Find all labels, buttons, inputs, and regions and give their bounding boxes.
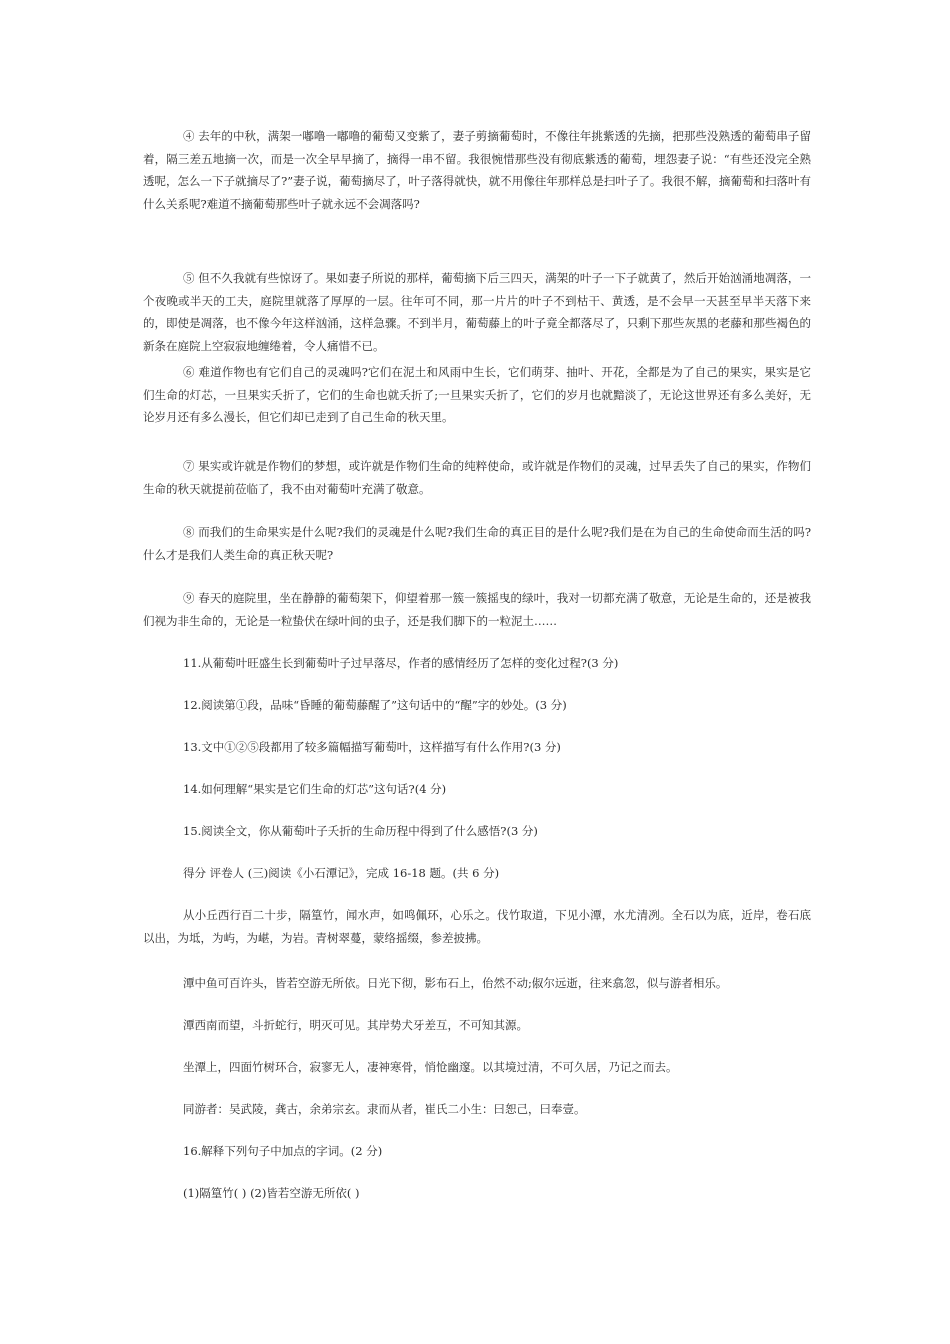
- question-16: 16.解释下列句子中加点的字词。(2 分): [183, 1144, 383, 1158]
- question-12: 12.阅读第①段，品味“昏睡的葡萄藤醒了”这句话中的“醒”字的妙处。(3 分): [183, 698, 567, 712]
- question-16-items: (1)隔篁竹( ) (2)皆若空游无所依( ): [183, 1186, 360, 1200]
- paragraph-4: ④ 去年的中秋，满架一嘟噜一嘟噜的葡萄又变紫了，妻子剪摘葡萄时，不像往年挑紫透的先摘，把那些没熟透的葡萄串子留着，隔三差五地摘一次，而是一次全早早摘了，摘得一串不留。我很惋惜那些没有彻底紫透的葡萄，埋怨妻子说：“有些还没完全熟透呢，怎么一下子就摘尽了?”妻子说，葡萄摘尽了，叶子落得就快，就不用像往年那样总是扫叶子了。我很不解，摘葡萄和扫落叶有什么关系呢?难道不摘葡萄那些叶子就永远不会凋落吗?: [143, 129, 811, 211]
- paragraph-6: ⑥ 难道作物也有它们自己的灵魂吗?它们在泥土和风雨中生长，它们萌芽、抽叶、开花，全都是为了自己的果实，果实是它们生命的灯芯，一旦果实夭折了，它们的生命也就夭折了;一旦果实夭折了，它们的岁月也就黯淡了，无论这世界还有多么美好，无论岁月还有多么漫长，但它们却已走到了自己生命的秋天里。: [143, 365, 811, 424]
- classical-paragraph-1: 从小丘西行百二十步，隔篁竹，闻水声，如鸣佩环，心乐之。伐竹取道，下见小潭，水尤清冽。全石以为底，近岸，卷石底以出，为坻，为屿，为嵁，为岩。青树翠蔓，蒙络摇缀，参差披拂。: [143, 908, 811, 945]
- question-15: 15.阅读全文，你从葡萄叶子夭折的生命历程中得到了什么感悟?(3 分): [183, 824, 538, 838]
- section-heading: 得分 评卷人 (三)阅读《小石潭记》，完成 16-18 题。(共 6 分): [183, 866, 500, 880]
- classical-paragraph-2: 潭中鱼可百许头，皆若空游无所依。日光下彻，影布石上，佁然不动;俶尔远逝，往来翕忽，似与游者相乐。: [183, 976, 728, 990]
- paragraph-7: ⑦ 果实或许就是作物们的梦想，或许就是作物们生命的纯粹使命，或许就是作物们的灵魂，过早丢失了自己的果实，作物们生命的秋天就提前莅临了，我不由对葡萄叶充满了敬意。: [143, 459, 811, 496]
- classical-paragraph-4: 坐潭上，四面竹树环合，寂寥无人，凄神寒骨，悄怆幽邃。以其境过清，不可久居，乃记之而去。: [183, 1060, 678, 1074]
- question-13: 13.文中①②⑤段都用了较多篇幅描写葡萄叶，这样描写有什么作用?(3 分): [183, 740, 561, 754]
- paragraph-9: ⑨ 春天的庭院里，坐在静静的葡萄架下，仰望着那一簇一簇摇曳的绿叶，我对一切都充满了敬意，无论是生命的，还是被我们视为非生命的，无论是一粒蛰伏在绿叶间的虫子，还是我们脚下的一粒泥土……: [143, 591, 811, 628]
- classical-paragraph-3: 潭西南而望，斗折蛇行，明灭可见。其岸势犬牙差互，不可知其源。: [183, 1018, 528, 1032]
- question-11: 11.从葡萄叶旺盛生长到葡萄叶子过早落尽，作者的感情经历了怎样的变化过程?(3 分): [183, 656, 619, 670]
- question-14: 14.如何理解“果实是它们生命的灯芯”这句话?(4 分): [183, 782, 447, 796]
- paragraph-5: ⑤ 但不久我就有些惊讶了。果如妻子所说的那样，葡萄摘下后三四天，满架的叶子一下子就黄了，然后开始汹涌地凋落，一个夜晚或半天的工夫，庭院里就落了厚厚的一层。往年可不同，那一片片的叶子不到枯干、黄透，是不会早一天甚至早半天落下来的，即使是凋落，也不像今年这样汹涌，这样急骤。不到半月，葡萄藤上的叶子竟全都落尽了，只剩下那些灰黑的老藤和那些褐色的新条在庭院上空寂寂地缠绻着，令人痛惜不已。: [143, 271, 811, 353]
- classical-paragraph-5: 同游者：吴武陵，龚古，余弟宗玄。隶而从者，崔氏二小生：曰恕己，曰奉壹。: [183, 1102, 586, 1116]
- paragraph-8: ⑧ 而我们的生命果实是什么呢?我们的灵魂是什么呢?我们生命的真正目的是什么呢?我们是在为自己的生命使命而生活的吗?什么才是我们人类生命的真正秋天呢?: [143, 525, 811, 562]
